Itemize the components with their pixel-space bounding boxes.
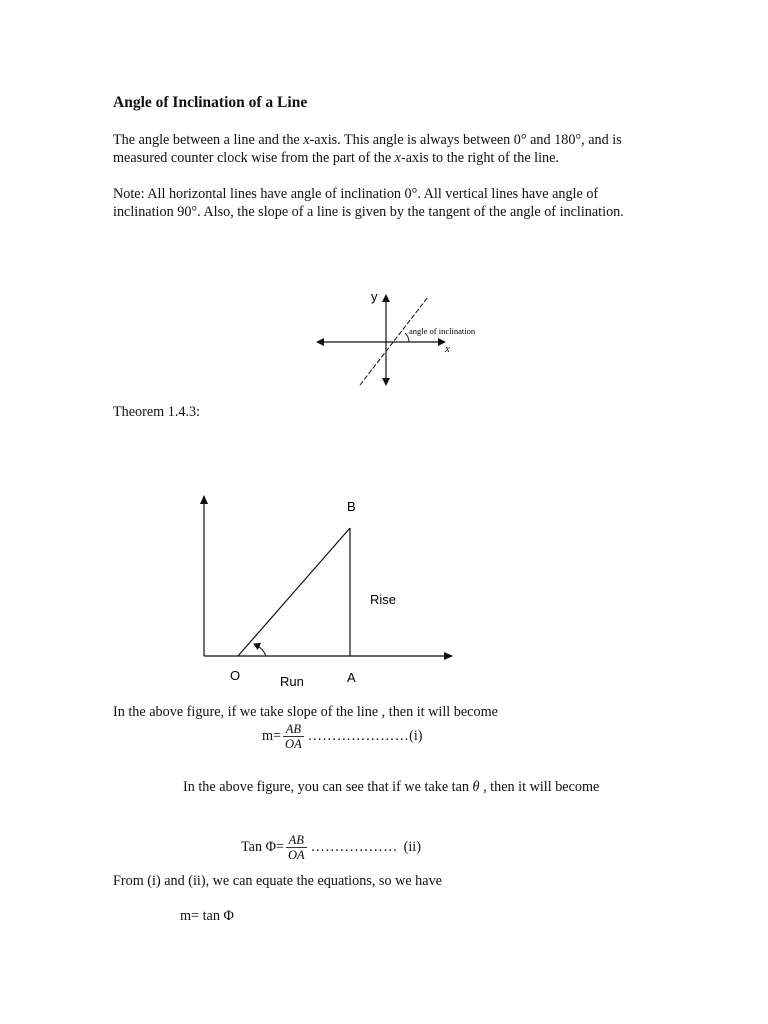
conclusion-intro-text: From (i) and (ii), we can equate the equations, so we have xyxy=(113,873,442,889)
tangent-intro-before: In the above figure, you can see that if we take tan xyxy=(183,779,473,795)
slope-intro-text: In the above figure, if we take slope of the line , then it will become xyxy=(113,704,498,720)
final-equation: m= tan Φ xyxy=(180,908,234,924)
point-b-label: B xyxy=(347,499,356,514)
leader-dots: ………………… xyxy=(307,728,410,744)
definition-text-1: The angle between a line and the xyxy=(113,132,304,148)
inclined-line xyxy=(360,297,428,385)
definition-text-3: -axis to the right of the line. xyxy=(400,150,559,166)
equation-tag: (ii) xyxy=(403,839,421,855)
theta-symbol: θ xyxy=(472,779,480,795)
slope-equation xyxy=(262,722,423,751)
tangent-intro-after: , then it will become xyxy=(479,779,600,795)
tangent-equation xyxy=(241,833,421,862)
x-variable: x xyxy=(394,150,401,166)
inclination-diagram xyxy=(310,286,500,390)
rise-label: Rise xyxy=(370,592,397,607)
origin-label: O xyxy=(230,668,241,683)
x-variable: x xyxy=(303,132,310,148)
page-title: Angle of Inclination of a Line xyxy=(113,94,308,111)
run-label: Run xyxy=(280,674,304,689)
fraction-numerator: AB xyxy=(283,722,304,737)
y-axis-label: y xyxy=(371,289,378,304)
equation-lhs: Tan Φ= xyxy=(241,839,284,855)
angle-label: angle of inclination xyxy=(409,326,476,336)
x-axis-label: x xyxy=(445,343,450,355)
fraction xyxy=(282,722,305,751)
slope-triangle-diagram xyxy=(190,488,470,694)
fraction-numerator: AB xyxy=(286,833,307,848)
leader-dots: ……………… xyxy=(310,839,398,855)
equation-lhs: m= xyxy=(262,728,282,744)
equation-tag: (i) xyxy=(409,728,423,744)
point-a-label: A xyxy=(347,670,356,685)
tangent-intro-text xyxy=(183,779,599,796)
fraction-denominator: OA xyxy=(285,737,302,751)
definition-paragraph xyxy=(113,131,653,167)
note-paragraph: Note: All horizontal lines have angle of inclination 0°. All vertical lines have angle of inclination 90°. Also, the slope of a line is given by the tangent of the angle of inclination. xyxy=(113,186,624,220)
theorem-label: Theorem 1.4.3: xyxy=(113,404,201,420)
fraction xyxy=(285,833,308,862)
fraction-denominator: OA xyxy=(287,848,305,862)
definition-text-2: -axis. This angle is always between 0° and 180°, and is measured counter clock wise from the part of the xyxy=(113,132,622,166)
angle-arrow xyxy=(254,644,266,656)
hypotenuse-line xyxy=(238,528,350,656)
